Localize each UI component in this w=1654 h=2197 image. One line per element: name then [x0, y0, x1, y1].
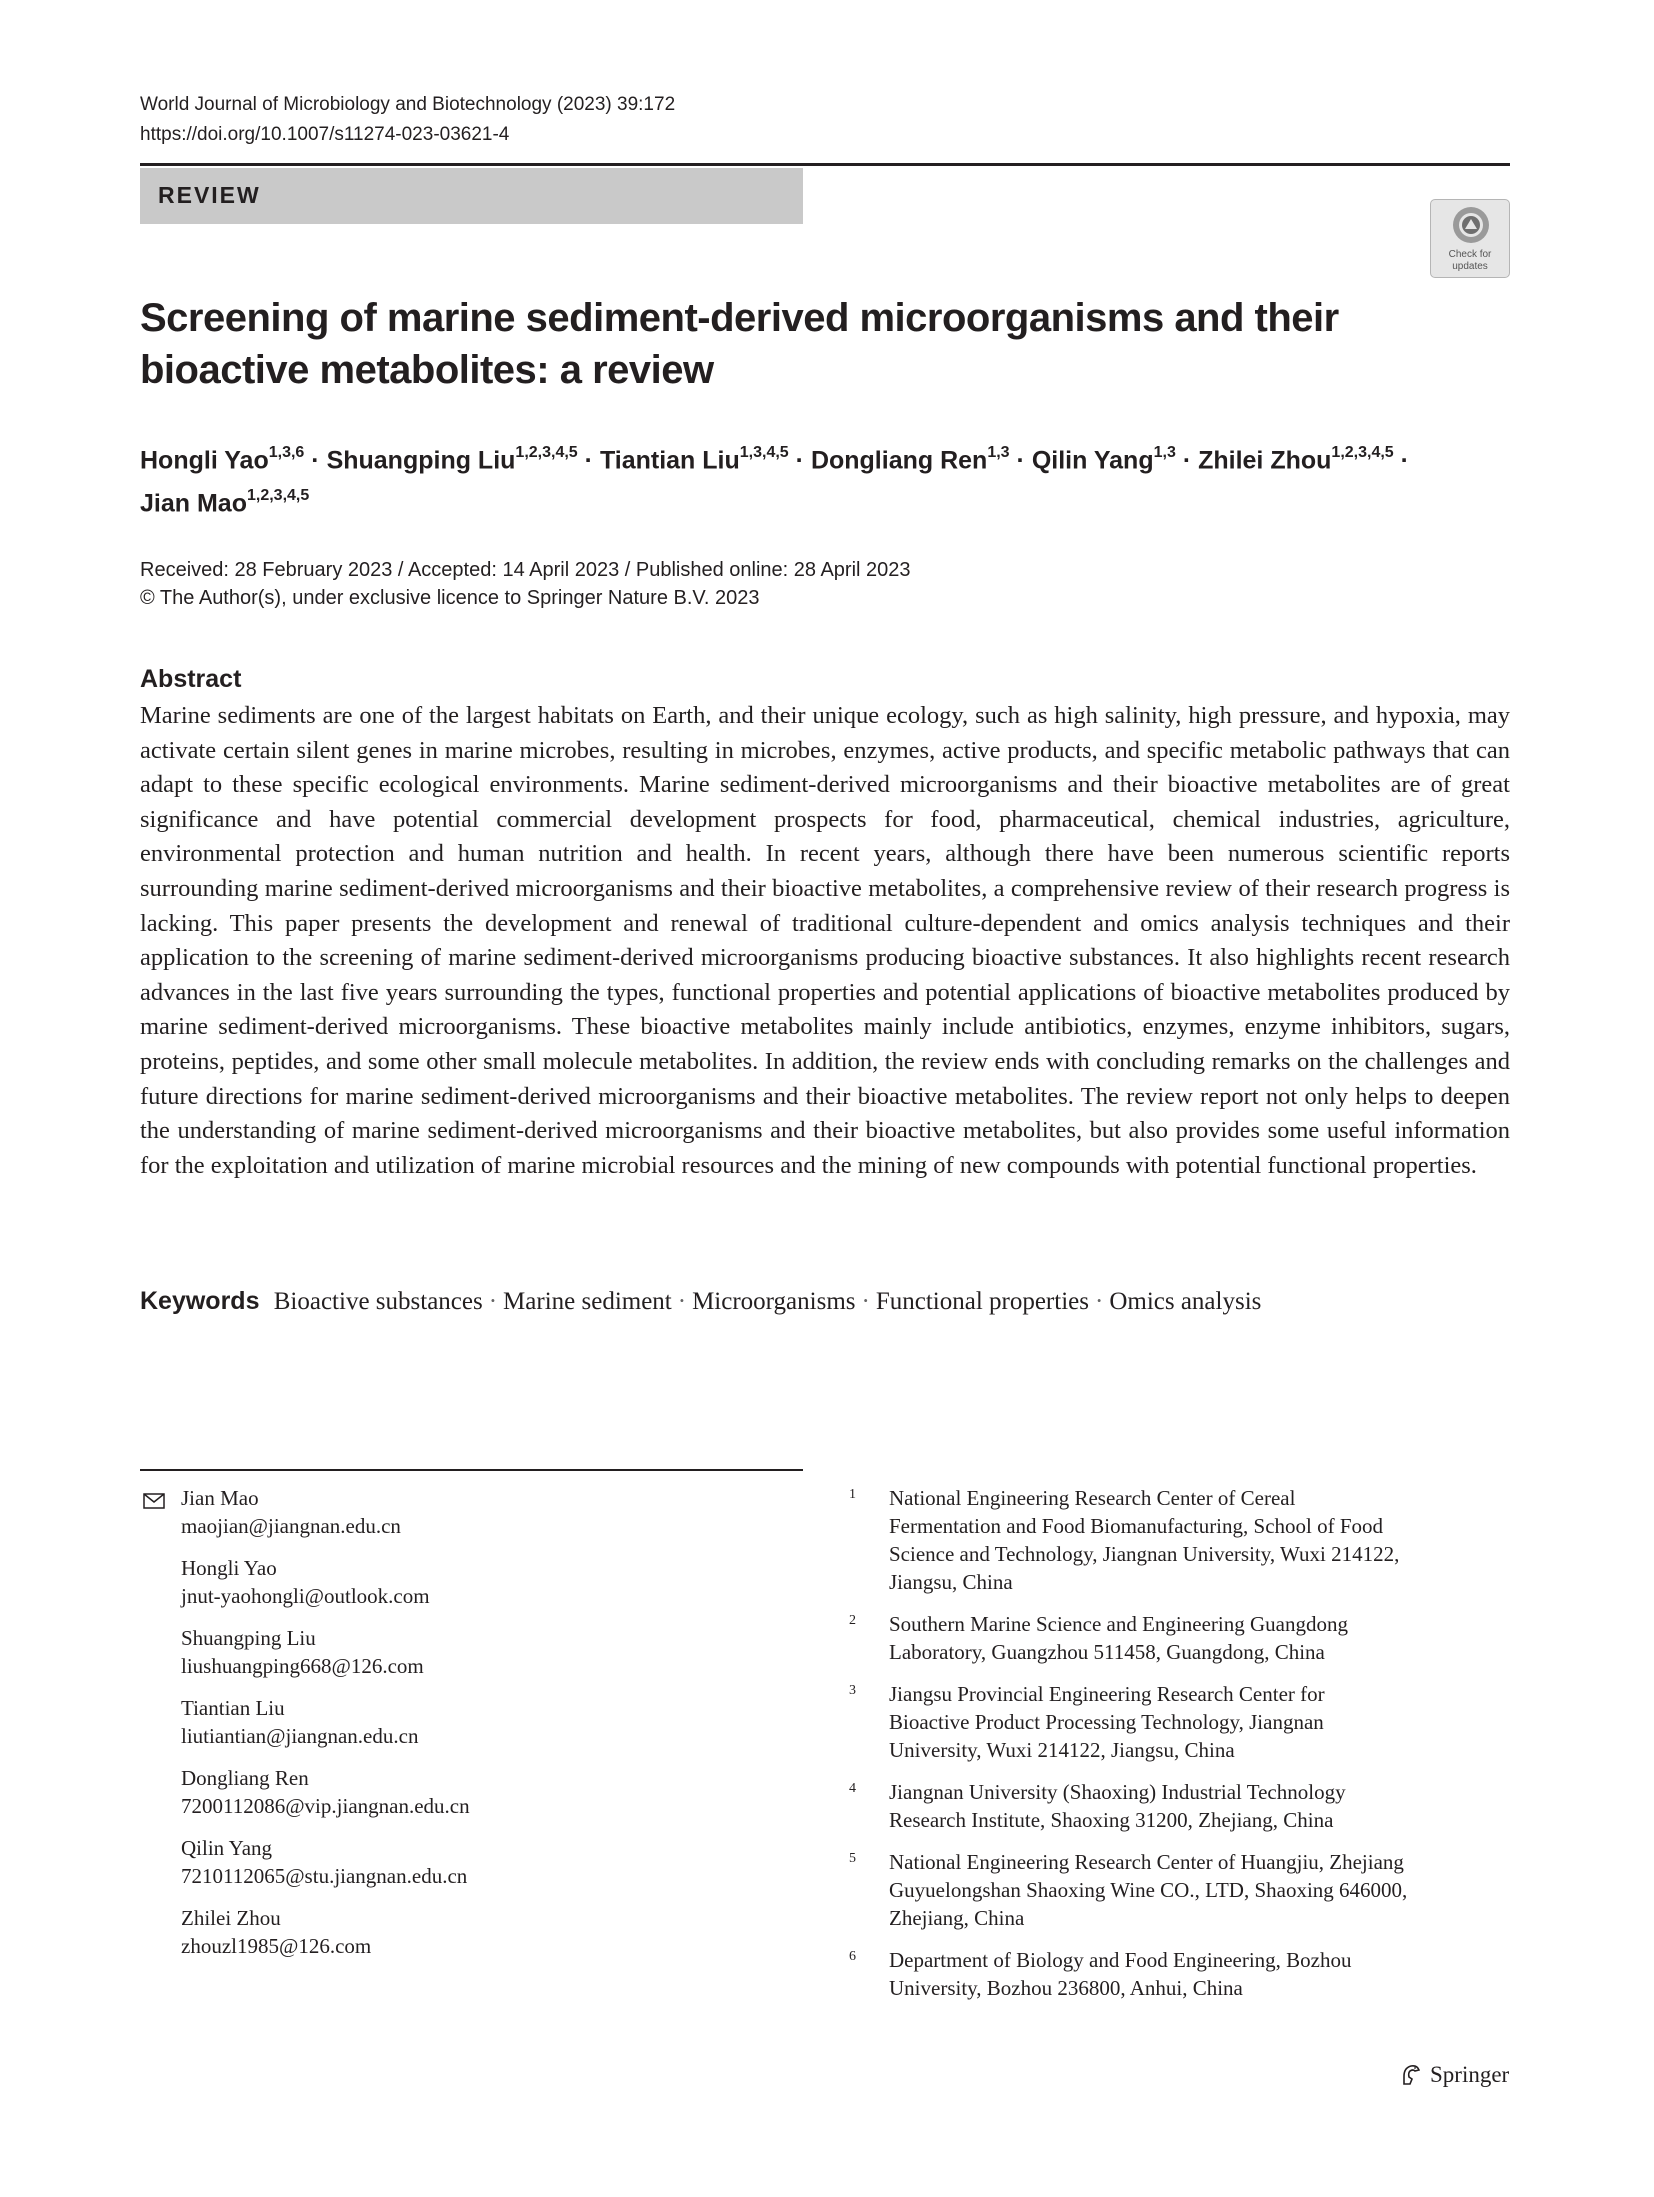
- keyword-separator: ·: [861, 1288, 870, 1315]
- affiliation-entry: [847, 1946, 1487, 2002]
- contact-entry: [181, 1554, 470, 1610]
- author-affiliation-marks: 1,2,3,4,5: [246, 487, 310, 505]
- author-name[interactable]: Qilin Yang: [1031, 446, 1154, 475]
- article-title: [140, 292, 1440, 396]
- affiliation-line: University, Bozhou 236800, Anhui, China: [889, 1976, 1243, 2000]
- footnote-rule: [140, 1469, 803, 1471]
- abstract-heading: Abstract: [140, 665, 242, 693]
- affiliation-line: National Engineering Research Center of Cereal: [889, 1486, 1296, 1510]
- author-name[interactable]: Jian Mao: [140, 489, 247, 518]
- article-type-label: REVIEW: [158, 182, 261, 208]
- affiliation-line: National Engineering Research Center of Huangjiu, Zhejiang: [889, 1850, 1404, 1874]
- contact-entry: [181, 1624, 470, 1680]
- affiliations: [847, 1484, 1487, 2016]
- contact-email[interactable]: 7200112086@vip.jiangnan.edu.cn: [181, 1794, 470, 1818]
- contact-name: Shuangping Liu: [181, 1626, 316, 1650]
- contact-email[interactable]: liutiantian@jiangnan.edu.cn: [181, 1724, 419, 1748]
- author-name[interactable]: Hongli Yao: [140, 446, 269, 475]
- author-separator: ·: [1182, 446, 1192, 475]
- contact-email[interactable]: liushuangping668@126.com: [181, 1654, 424, 1678]
- affiliation-entry: [847, 1680, 1487, 1764]
- keyword: Microorganisms: [692, 1288, 856, 1315]
- check-for-updates-icon: [1451, 205, 1491, 245]
- publication-dates: [140, 556, 911, 612]
- doi-link[interactable]: https://doi.org/10.1007/s11274-023-03621-4: [140, 124, 510, 145]
- springer-logo: [1398, 2062, 1509, 2088]
- affiliation-entry: [847, 1484, 1487, 1596]
- affiliation-line: Research Institute, Shaoxing 31200, Zhejiang, China: [889, 1808, 1334, 1832]
- contact-entry: [181, 1904, 470, 1960]
- affiliation-line: Science and Technology, Jiangnan University, Wuxi 214122,: [889, 1542, 1400, 1566]
- author-affiliation-marks: 1,2,3,4,5: [515, 444, 578, 461]
- author-separator: ·: [1400, 446, 1409, 475]
- title-line-2: bioactive metabolites: a review: [140, 348, 714, 392]
- author-name[interactable]: Tiantian Liu: [599, 446, 740, 475]
- affiliation-number: 4: [849, 1781, 856, 1796]
- keyword-separator: ·: [677, 1288, 687, 1315]
- check-badge-line1: Check for: [1448, 249, 1492, 260]
- author-affiliation-marks: 1,3: [987, 444, 1010, 461]
- journal-citation: World Journal of Microbiology and Biotechnology (2023) 39:172: [140, 94, 676, 115]
- keyword: Marine sediment: [503, 1288, 672, 1315]
- affiliation-line: University, Wuxi 214122, Jiangsu, China: [889, 1738, 1235, 1762]
- affiliation-line: Southern Marine Science and Engineering Guangdong: [889, 1612, 1348, 1636]
- affiliation-line: Bioactive Product Processing Technology, Jiangnan: [889, 1710, 1324, 1734]
- affiliation-line: Zhejiang, China: [889, 1906, 1025, 1930]
- contact-name: Jian Mao: [181, 1486, 259, 1510]
- author-name[interactable]: Zhilei Zhou: [1198, 446, 1332, 475]
- affiliation-number: 5: [849, 1851, 856, 1866]
- check-for-updates-badge[interactable]: [1430, 199, 1510, 278]
- envelope-icon: [143, 1493, 165, 1509]
- author-name[interactable]: Dongliang Ren: [810, 446, 988, 475]
- affiliation-number: 3: [849, 1683, 856, 1698]
- affiliation-line: Laboratory, Guangzhou 511458, Guangdong, China: [889, 1640, 1325, 1664]
- header-rule: [140, 163, 1510, 166]
- affiliation-line: Fermentation and Food Biomanufacturing, School of Food: [889, 1514, 1384, 1538]
- affiliation-line: Guyuelongshan Shaoxing Wine CO., LTD, Shaoxing 646000,: [889, 1878, 1408, 1902]
- keyword: Bioactive substances: [273, 1288, 483, 1315]
- contact-name: Tiantian Liu: [181, 1696, 285, 1720]
- article-type-band: [140, 168, 803, 224]
- contact-entry: [181, 1834, 470, 1890]
- author-separator: ·: [1016, 446, 1025, 475]
- contact-email[interactable]: jnut-yaohongli@outlook.com: [181, 1584, 430, 1608]
- copyright-notice: © The Author(s), under exclusive licence to Springer Nature B.V. 2023: [140, 587, 760, 609]
- affiliation-entry: [847, 1848, 1487, 1932]
- title-line-1: Screening of marine sediment-derived microorganisms and their: [140, 296, 1339, 340]
- affiliation-line: Jiangnan University (Shaoxing) Industrial Technology: [889, 1780, 1346, 1804]
- author-affiliation-marks: 1,3,6: [268, 444, 305, 461]
- keyword: Omics analysis: [1109, 1288, 1262, 1315]
- contact-name: Qilin Yang: [181, 1836, 273, 1860]
- keyword: Functional properties: [875, 1288, 1089, 1315]
- abstract-text: Marine sediments are one of the largest habitats on Earth, and their unique ecology, such as high salinity, high pressure, and hypoxia, may activate certain silent genes in marine microbes, resulting in microbes, enzymes, active products, and specific metabolic pathways that can adapt to these specific ecological environments. Marine sediment-derived microorganisms and their bioactive metabolites are of great significance and have potential commercial development prospects for food, pharmaceutical, chemical industries, agriculture, environmental protection and human nutrition and health. In recent years, although there have been numerous scientific reports surrounding marine sediment-derived microorganisms and their bioactive metabolites, a comprehensive review of their research progress is lacking. This paper presents the development and renewal of traditional culture-dependent and omics analysis techniques and their application to the screening of marine sediment-derived microorganisms producing bioactive substances. It also highlights recent research advances in the last five years surrounding the types, functional properties and potential applications of bioactive metabolites produced by marine sediment-derived microorganisms. These bioactive metabolites mainly include antibiotics, enzymes, enzyme inhibitors, sugars, proteins, peptides, and some other small molecule metabolites. In addition, the review ends with concluding remarks on the challenges and future directions for marine sediment-derived microorganisms and their bioactive metabolites. The review report not only helps to deepen the understanding of marine sediment-derived microorganisms and their bioactive metabolites, but also provides some useful information for the exploitation and utilization of marine microbial resources and the mining of new compounds with potential functional properties.: [140, 702, 1510, 1179]
- author-affiliation-marks: 1,3: [1153, 444, 1176, 461]
- contact-email[interactable]: zhouzl1985@126.com: [181, 1934, 372, 1958]
- contact-name: Zhilei Zhou: [181, 1906, 281, 1930]
- affiliation-entry: [847, 1778, 1487, 1834]
- affiliation-number: 6: [849, 1949, 856, 1964]
- affiliation-line: Department of Biology and Food Engineering, Bozhou: [889, 1948, 1352, 1972]
- affiliation-entry: [847, 1610, 1487, 1666]
- keywords: [140, 1287, 1261, 1316]
- check-badge-line2: updates: [1452, 261, 1488, 272]
- contact-name: Dongliang Ren: [181, 1766, 309, 1790]
- author-separator: ·: [311, 446, 320, 475]
- contact-entry: [181, 1764, 470, 1820]
- author-separator: ·: [795, 446, 804, 475]
- author-name[interactable]: Shuangping Liu: [326, 446, 516, 475]
- contact-name: Hongli Yao: [181, 1556, 277, 1580]
- author-affiliation-marks: 1,3,4,5: [739, 444, 789, 461]
- contact-entry: [181, 1484, 470, 1540]
- affiliation-number: 1: [849, 1487, 856, 1502]
- keyword-separator: ·: [488, 1288, 498, 1315]
- corresponding-contacts: [181, 1484, 470, 1974]
- keywords-label: Keywords: [140, 1287, 260, 1315]
- affiliation-line: Jiangsu, China: [889, 1570, 1013, 1594]
- keyword-separator: ·: [1094, 1288, 1104, 1315]
- affiliation-line: Jiangsu Provincial Engineering Research Center for: [889, 1682, 1325, 1706]
- contact-entry: [181, 1694, 470, 1750]
- author-separator: ·: [584, 446, 593, 475]
- affiliation-number: 2: [849, 1613, 856, 1628]
- contact-email[interactable]: 7210112065@stu.jiangnan.edu.cn: [181, 1864, 468, 1888]
- contact-email[interactable]: maojian@jiangnan.edu.cn: [181, 1514, 401, 1538]
- received-accepted-published: Received: 28 February 2023 / Accepted: 14 April 2023 / Published online: 28 April 2023: [140, 559, 911, 581]
- journal-header: [140, 90, 675, 150]
- springer-horse-icon: [1398, 2062, 1424, 2088]
- author-affiliation-marks: 1,2,3,4,5: [1331, 444, 1394, 461]
- publisher-name: Springer: [1430, 2062, 1510, 2087]
- author-list: [140, 436, 1520, 523]
